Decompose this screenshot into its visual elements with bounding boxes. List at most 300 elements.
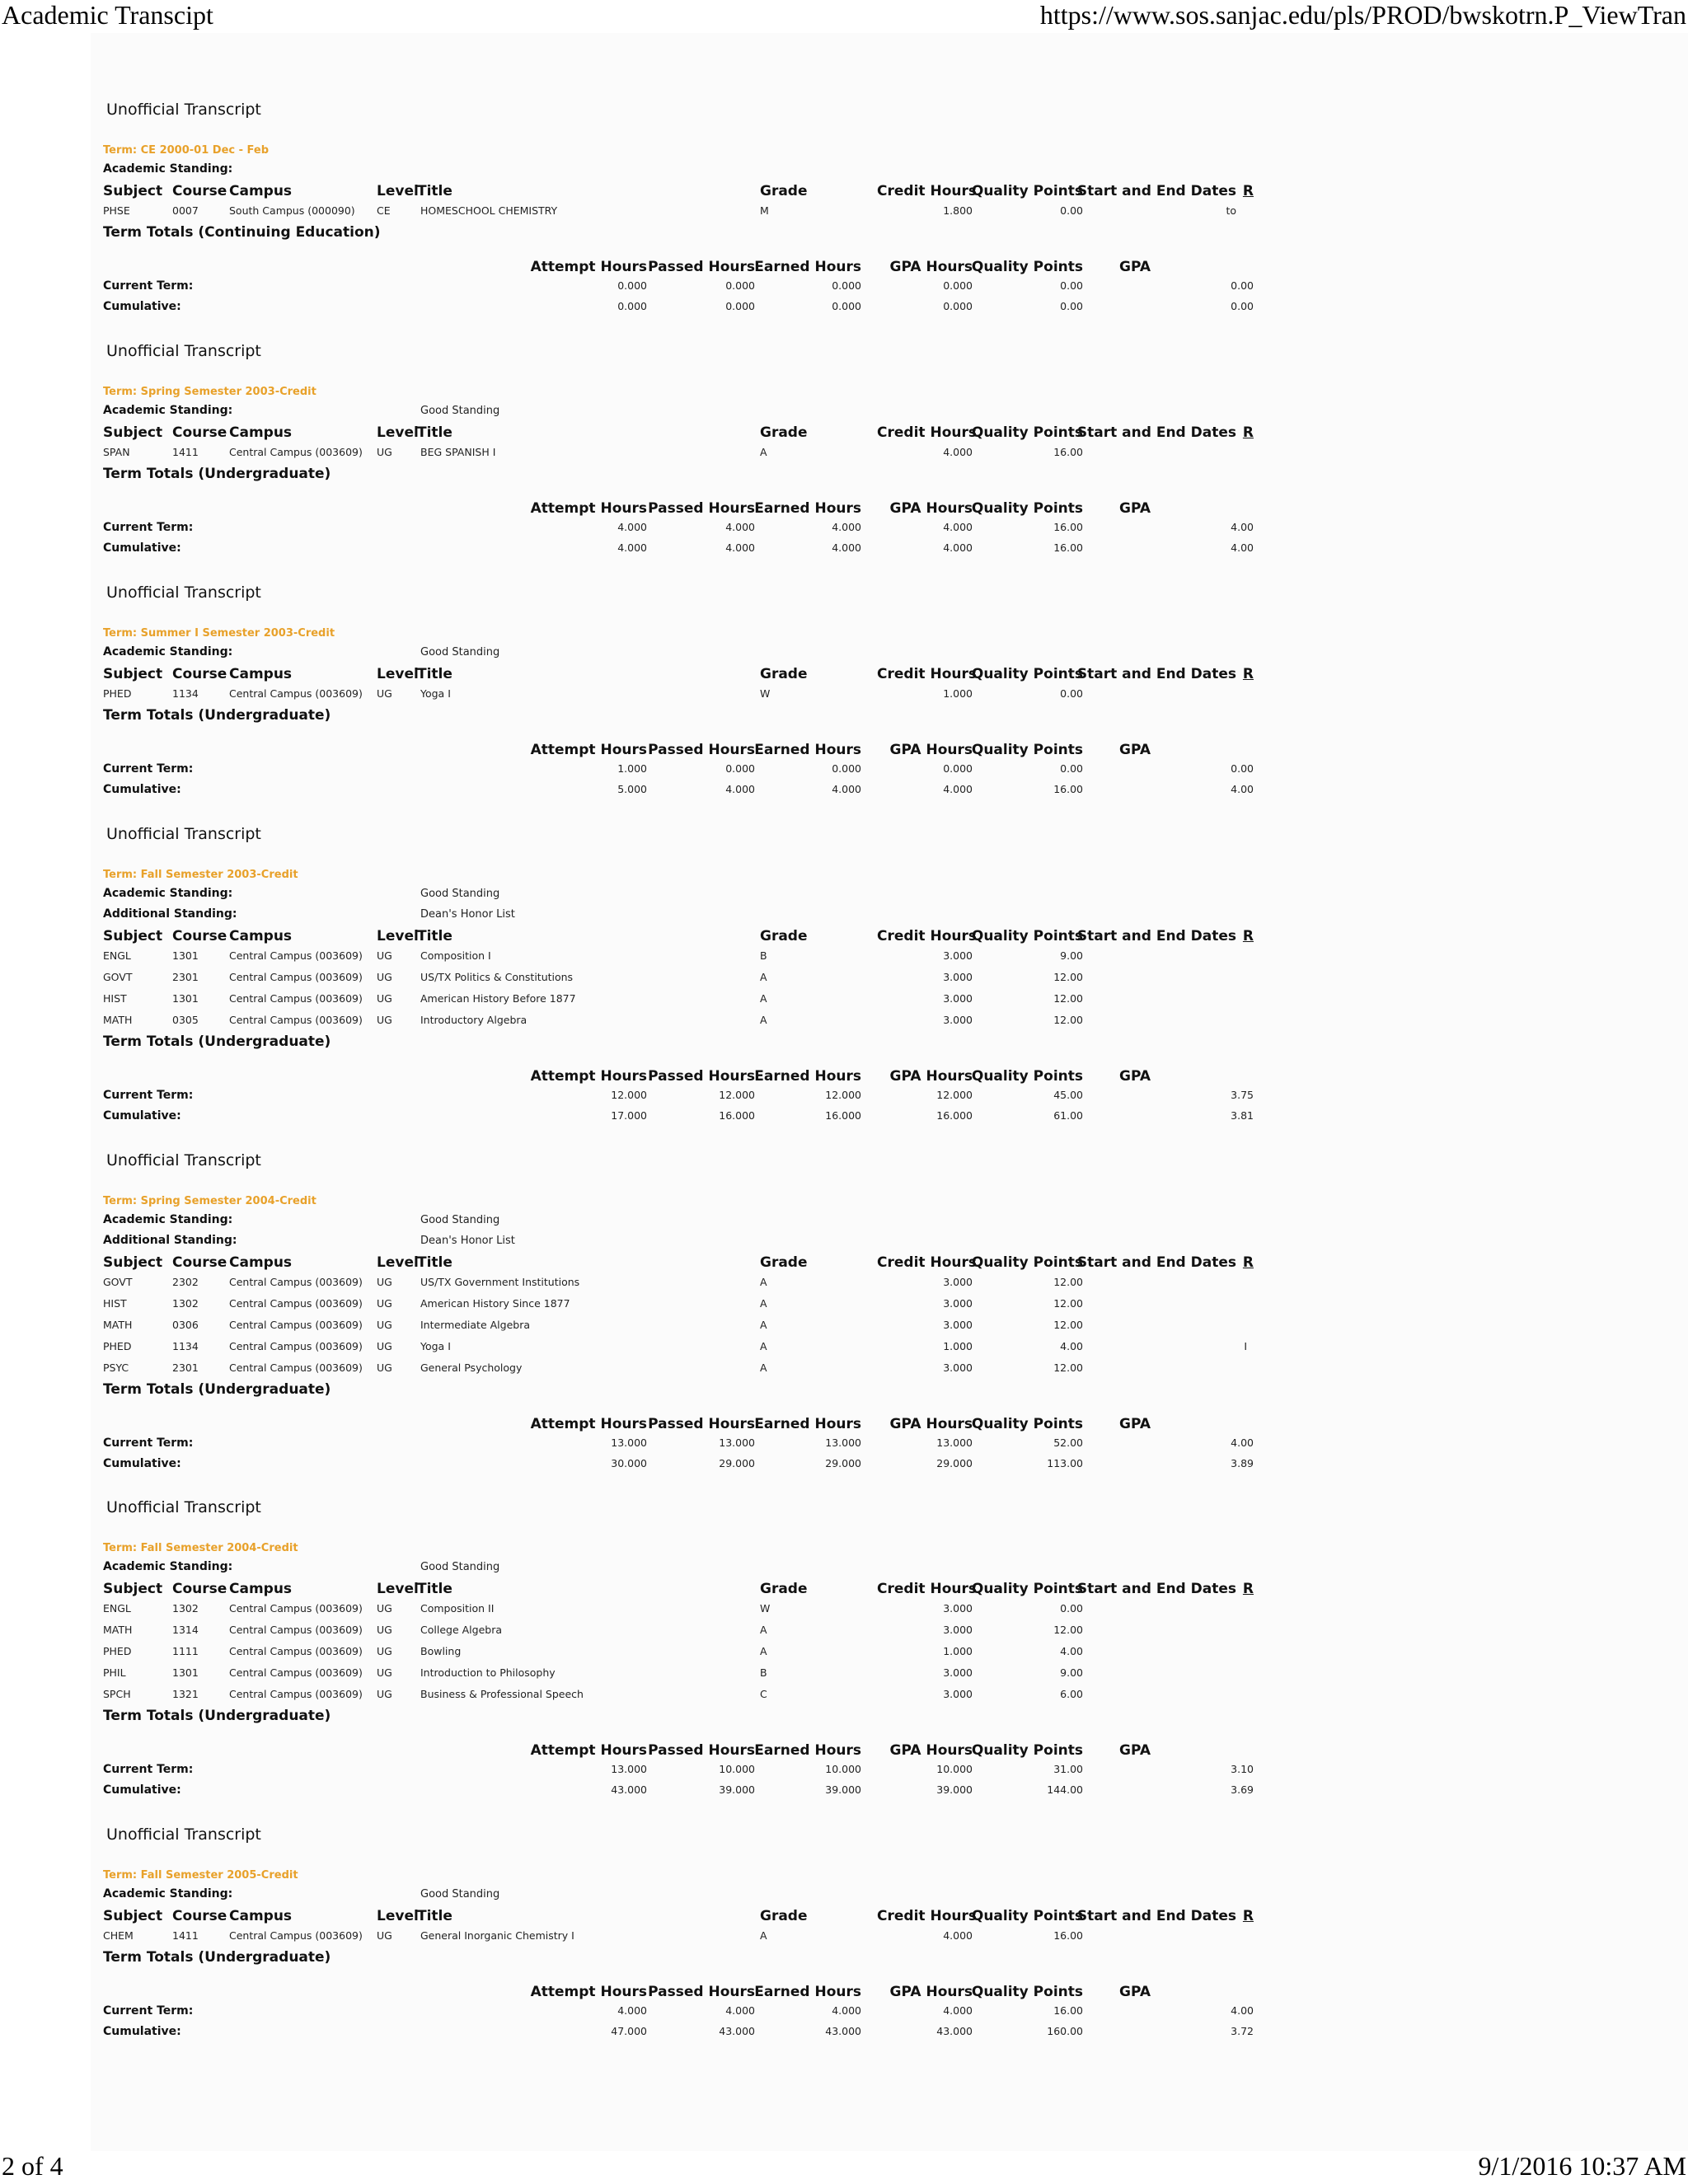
cumulative-label: Cumulative: — [103, 1109, 181, 1122]
totals-header-gpa: GPA — [1119, 1984, 1151, 2000]
course-quality-points: 12.00 — [1053, 1361, 1083, 1374]
col-header-course: Course — [172, 666, 227, 682]
course-level: UG — [377, 1361, 392, 1374]
totals-header-gpa: GPA — [1119, 1416, 1151, 1432]
cumulative-passed-hours: 4.000 — [725, 541, 755, 554]
course-title: Introduction to Philosophy — [420, 1666, 556, 1679]
cumulative-gpa: 3.89 — [1231, 1457, 1254, 1469]
current-term-attempt-hours: 0.000 — [617, 279, 647, 292]
totals-header-attempt: Attempt Hours — [530, 259, 647, 275]
current-term-label: Current Term: — [103, 279, 194, 293]
totals-header-passed: Passed Hours — [648, 742, 755, 758]
col-header-credit-hours: Credit Hours — [877, 666, 977, 682]
course-subject: SPAN — [103, 446, 130, 458]
course-quality-points: 12.00 — [1053, 1014, 1083, 1026]
term-title: Term: Summer I Semester 2003-Credit — [103, 627, 335, 640]
totals-header-earned: Earned Hours — [754, 500, 861, 517]
cumulative-passed-hours: 16.000 — [719, 1109, 755, 1122]
col-header-quality-points: Quality Points — [971, 928, 1083, 944]
totals-header-gpa-hours: GPA Hours — [889, 1742, 973, 1759]
current-term-gpa: 4.00 — [1231, 2004, 1254, 2017]
col-header-level: Level — [377, 1581, 419, 1597]
unofficial-transcript-heading: Unofficial Transcript — [106, 101, 261, 119]
course-subject: PSYC — [103, 1361, 129, 1374]
current-term-gpa: 3.75 — [1231, 1089, 1254, 1101]
course-campus: Central Campus (003609) — [229, 1361, 363, 1374]
course-title: Composition II — [420, 1602, 495, 1615]
course-campus: Central Campus (003609) — [229, 1276, 363, 1288]
course-grade: A — [760, 1276, 767, 1288]
current-term-attempt-hours: 4.000 — [617, 521, 647, 533]
current-term-earned-hours: 0.000 — [832, 279, 861, 292]
course-credit-hours: 3.000 — [943, 1297, 973, 1310]
current-term-gpa: 0.00 — [1231, 279, 1254, 292]
col-header-course: Course — [172, 928, 227, 944]
col-header-dates: Start and End Dates — [1076, 928, 1236, 944]
course-quality-points: 12.00 — [1053, 1276, 1083, 1288]
course-grade: C — [760, 1688, 767, 1700]
course-number: 2301 — [172, 971, 199, 983]
course-campus: Central Campus (003609) — [229, 1929, 363, 1942]
cumulative-attempt-hours: 47.000 — [611, 2025, 647, 2037]
col-header-grade: Grade — [760, 1254, 808, 1271]
page-number: 2 of 4 — [2, 2151, 63, 2181]
course-number: 2301 — [172, 1361, 199, 1374]
current-term-passed-hours: 12.000 — [719, 1089, 755, 1101]
cumulative-gpa-hours: 39.000 — [936, 1783, 973, 1796]
col-header-subject: Subject — [103, 1254, 163, 1271]
totals-header-gpa-hours: GPA Hours — [889, 742, 973, 758]
course-level: UG — [377, 1688, 392, 1700]
col-header-subject: Subject — [103, 1908, 163, 1924]
course-title: HOMESCHOOL CHEMISTRY — [420, 204, 558, 217]
col-header-credit-hours: Credit Hours — [877, 183, 977, 199]
course-title: BEG SPANISH I — [420, 446, 496, 458]
term-title: Term: Spring Semester 2004-Credit — [103, 1195, 316, 1207]
unofficial-transcript-heading: Unofficial Transcript — [106, 825, 261, 843]
col-header-level: Level — [377, 1908, 419, 1924]
course-subject: HIST — [103, 1297, 127, 1310]
unofficial-transcript-heading: Unofficial Transcript — [106, 1151, 261, 1169]
course-level: UG — [377, 1645, 392, 1657]
totals-header-attempt: Attempt Hours — [530, 1984, 647, 2000]
col-header-credit-hours: Credit Hours — [877, 1908, 977, 1924]
unofficial-transcript-heading: Unofficial Transcript — [106, 1498, 261, 1516]
print-timestamp: 9/1/2016 10:37 AM — [1478, 2151, 1686, 2181]
additional-standing-label: Additional Standing: — [103, 907, 237, 921]
cumulative-quality-points: 0.00 — [1060, 300, 1083, 312]
course-subject: ENGL — [103, 949, 131, 962]
course-grade: A — [760, 1340, 767, 1352]
course-title: US/TX Politics & Constitutions — [420, 971, 574, 983]
unofficial-transcript-heading: Unofficial Transcript — [106, 342, 261, 360]
course-title: Introductory Algebra — [420, 1014, 528, 1026]
current-term-quality-points: 0.00 — [1060, 762, 1083, 775]
cumulative-earned-hours: 43.000 — [825, 2025, 861, 2037]
course-campus: Central Campus (003609) — [229, 1645, 363, 1657]
cumulative-label: Cumulative: — [103, 541, 181, 555]
cumulative-gpa-hours: 43.000 — [936, 2025, 973, 2037]
col-header-dates: Start and End Dates — [1076, 1254, 1236, 1271]
course-credit-hours: 4.000 — [943, 1929, 973, 1942]
totals-header-passed: Passed Hours — [648, 1984, 755, 2000]
term-totals-heading: Term Totals (Continuing Education) — [103, 224, 381, 241]
totals-header-passed: Passed Hours — [648, 500, 755, 517]
cumulative-label: Cumulative: — [103, 1783, 181, 1797]
totals-header-earned: Earned Hours — [754, 1416, 861, 1432]
course-title: College Algebra — [420, 1624, 502, 1636]
totals-header-attempt: Attempt Hours — [530, 742, 647, 758]
cumulative-label: Cumulative: — [103, 1457, 181, 1470]
course-campus: Central Campus (003609) — [229, 949, 363, 962]
totals-header-gpa-hours: GPA Hours — [889, 1068, 973, 1085]
course-subject: PHIL — [103, 1666, 126, 1679]
col-header-title: Title — [417, 424, 452, 441]
course-number: 1111 — [172, 1645, 199, 1657]
course-number: 1302 — [172, 1297, 199, 1310]
col-header-course: Course — [172, 1581, 227, 1597]
term-totals-heading: Term Totals (Undergraduate) — [103, 1708, 331, 1724]
course-quality-points: 9.00 — [1060, 949, 1083, 962]
col-header-title: Title — [417, 666, 452, 682]
totals-header-gpa: GPA — [1119, 742, 1151, 758]
col-header-campus: Campus — [229, 424, 293, 441]
current-term-gpa-hours: 0.000 — [943, 762, 973, 775]
col-header-credit-hours: Credit Hours — [877, 928, 977, 944]
totals-header-gpa: GPA — [1119, 1068, 1151, 1085]
current-term-label: Current Term: — [103, 1436, 194, 1450]
academic-standing-value: Good Standing — [420, 1214, 500, 1226]
course-number: 1301 — [172, 949, 199, 962]
current-term-label: Current Term: — [103, 1089, 194, 1102]
course-campus: Central Campus (003609) — [229, 687, 363, 700]
col-header-level: Level — [377, 183, 419, 199]
course-number: 1301 — [172, 992, 199, 1005]
course-level: UG — [377, 1602, 392, 1615]
cumulative-passed-hours: 0.000 — [725, 300, 755, 312]
course-credit-hours: 3.000 — [943, 1602, 973, 1615]
academic-standing-label: Academic Standing: — [103, 1560, 233, 1573]
col-header-subject: Subject — [103, 928, 163, 944]
term-title: Term: Spring Semester 2003-Credit — [103, 386, 316, 398]
col-header-title: Title — [417, 928, 452, 944]
course-grade: B — [760, 949, 767, 962]
cumulative-quality-points: 144.00 — [1047, 1783, 1083, 1796]
totals-header-passed: Passed Hours — [648, 1742, 755, 1759]
col-header-level: Level — [377, 424, 419, 441]
course-title: General Inorganic Chemistry I — [420, 1929, 574, 1942]
cumulative-earned-hours: 16.000 — [825, 1109, 861, 1122]
course-campus: Central Campus (003609) — [229, 992, 363, 1005]
col-header-quality-points: Quality Points — [971, 1908, 1083, 1924]
term-totals-heading: Term Totals (Undergraduate) — [103, 1033, 331, 1050]
course-subject: MATH — [103, 1014, 133, 1026]
totals-header-quality-points: Quality Points — [971, 1068, 1083, 1085]
col-header-dates: Start and End Dates — [1076, 1581, 1236, 1597]
current-term-gpa-hours: 4.000 — [943, 521, 973, 533]
course-level: CE — [377, 204, 391, 217]
col-header-r: R — [1242, 1254, 1254, 1271]
col-header-title: Title — [417, 1908, 452, 1924]
current-term-attempt-hours: 13.000 — [611, 1436, 647, 1449]
course-subject: GOVT — [103, 971, 133, 983]
col-header-subject: Subject — [103, 183, 163, 199]
course-level: UG — [377, 971, 392, 983]
course-quality-points: 12.00 — [1053, 1624, 1083, 1636]
course-title: Yoga I — [420, 1340, 451, 1352]
col-header-subject: Subject — [103, 424, 163, 441]
cumulative-quality-points: 16.00 — [1053, 541, 1083, 554]
course-credit-hours: 3.000 — [943, 1624, 973, 1636]
cumulative-gpa: 4.00 — [1231, 783, 1254, 795]
course-number: 1411 — [172, 446, 199, 458]
col-header-level: Level — [377, 666, 419, 682]
cumulative-label: Cumulative: — [103, 783, 181, 796]
course-subject: HIST — [103, 992, 127, 1005]
totals-header-gpa: GPA — [1119, 259, 1151, 275]
col-header-level: Level — [377, 928, 419, 944]
additional-standing-value: Dean's Honor List — [420, 908, 515, 921]
course-number: 1301 — [172, 1666, 199, 1679]
col-header-campus: Campus — [229, 1908, 293, 1924]
current-term-gpa: 0.00 — [1231, 762, 1254, 775]
course-quality-points: 4.00 — [1060, 1340, 1083, 1352]
course-credit-hours: 3.000 — [943, 1688, 973, 1700]
course-credit-hours: 3.000 — [943, 1014, 973, 1026]
current-term-passed-hours: 4.000 — [725, 521, 755, 533]
course-title: Intermediate Algebra — [420, 1319, 531, 1331]
col-header-grade: Grade — [760, 183, 808, 199]
course-grade: A — [760, 1645, 767, 1657]
course-campus: Central Campus (003609) — [229, 446, 363, 458]
cumulative-attempt-hours: 17.000 — [611, 1109, 647, 1122]
cumulative-gpa-hours: 16.000 — [936, 1109, 973, 1122]
academic-standing-label: Academic Standing: — [103, 887, 233, 900]
course-quality-points: 12.00 — [1053, 971, 1083, 983]
course-grade: W — [760, 687, 771, 700]
course-number: 1321 — [172, 1688, 199, 1700]
col-header-quality-points: Quality Points — [971, 1254, 1083, 1271]
course-title: Yoga I — [420, 687, 451, 700]
col-header-r: R — [1242, 424, 1254, 441]
academic-standing-value: Good Standing — [420, 1561, 500, 1573]
cumulative-gpa: 3.81 — [1231, 1109, 1254, 1122]
col-header-course: Course — [172, 183, 227, 199]
current-term-quality-points: 0.00 — [1060, 279, 1083, 292]
cumulative-gpa-hours: 29.000 — [936, 1457, 973, 1469]
course-quality-points: 12.00 — [1053, 1297, 1083, 1310]
totals-header-quality-points: Quality Points — [971, 1742, 1083, 1759]
totals-header-earned: Earned Hours — [754, 1742, 861, 1759]
cumulative-gpa: 4.00 — [1231, 541, 1254, 554]
course-campus: Central Campus (003609) — [229, 1688, 363, 1700]
col-header-quality-points: Quality Points — [971, 183, 1083, 199]
course-subject: CHEM — [103, 1929, 134, 1942]
course-subject: PHED — [103, 687, 132, 700]
col-header-quality-points: Quality Points — [971, 666, 1083, 682]
course-title: Bowling — [420, 1645, 462, 1657]
additional-standing-value: Dean's Honor List — [420, 1235, 515, 1247]
course-subject: MATH — [103, 1624, 133, 1636]
col-header-subject: Subject — [103, 1581, 163, 1597]
course-quality-points: 16.00 — [1053, 446, 1083, 458]
col-header-credit-hours: Credit Hours — [877, 424, 977, 441]
course-credit-hours: 3.000 — [943, 1666, 973, 1679]
col-header-grade: Grade — [760, 424, 808, 441]
col-header-dates: Start and End Dates — [1076, 1908, 1236, 1924]
course-quality-points: 6.00 — [1060, 1688, 1083, 1700]
cumulative-attempt-hours: 0.000 — [617, 300, 647, 312]
course-number: 1314 — [172, 1624, 199, 1636]
totals-header-attempt: Attempt Hours — [530, 500, 647, 517]
current-term-passed-hours: 4.000 — [725, 2004, 755, 2017]
course-grade: A — [760, 1319, 767, 1331]
current-term-earned-hours: 0.000 — [832, 762, 861, 775]
cumulative-passed-hours: 29.000 — [719, 1457, 755, 1469]
totals-header-quality-points: Quality Points — [971, 742, 1083, 758]
col-header-r: R — [1242, 666, 1254, 682]
course-campus: Central Campus (003609) — [229, 1297, 363, 1310]
totals-header-quality-points: Quality Points — [971, 1984, 1083, 2000]
totals-header-attempt: Attempt Hours — [530, 1068, 647, 1085]
term-title: Term: Fall Semester 2005-Credit — [103, 1869, 298, 1882]
current-term-quality-points: 45.00 — [1053, 1089, 1083, 1101]
course-number: 1411 — [172, 1929, 199, 1942]
course-level: UG — [377, 687, 392, 700]
cumulative-label: Cumulative: — [103, 2025, 181, 2038]
course-level: UG — [377, 1297, 392, 1310]
current-term-label: Current Term: — [103, 1763, 194, 1776]
cumulative-label: Cumulative: — [103, 300, 181, 313]
course-quality-points: 12.00 — [1053, 992, 1083, 1005]
totals-header-earned: Earned Hours — [754, 1984, 861, 2000]
course-level: UG — [377, 1014, 392, 1026]
cumulative-gpa-hours: 0.000 — [943, 300, 973, 312]
current-term-attempt-hours: 4.000 — [617, 2004, 647, 2017]
current-term-gpa-hours: 10.000 — [936, 1763, 973, 1775]
cumulative-passed-hours: 43.000 — [719, 2025, 755, 2037]
current-term-earned-hours: 10.000 — [825, 1763, 861, 1775]
course-number: 1302 — [172, 1602, 199, 1615]
course-number: 0306 — [172, 1319, 199, 1331]
current-term-passed-hours: 10.000 — [719, 1763, 755, 1775]
course-credit-hours: 1.000 — [943, 1340, 973, 1352]
course-level: UG — [377, 1319, 392, 1331]
cumulative-earned-hours: 39.000 — [825, 1783, 861, 1796]
additional-standing-label: Additional Standing: — [103, 1234, 237, 1247]
cumulative-attempt-hours: 5.000 — [617, 783, 647, 795]
course-level: UG — [377, 949, 392, 962]
cumulative-quality-points: 61.00 — [1053, 1109, 1083, 1122]
current-term-earned-hours: 12.000 — [825, 1089, 861, 1101]
col-header-title: Title — [417, 1581, 452, 1597]
course-subject: GOVT — [103, 1276, 133, 1288]
col-header-level: Level — [377, 1254, 419, 1271]
course-campus: South Campus (000090) — [229, 204, 355, 217]
course-grade: A — [760, 1929, 767, 1942]
academic-standing-value: Good Standing — [420, 646, 500, 658]
course-level: UG — [377, 1929, 392, 1942]
totals-header-gpa-hours: GPA Hours — [889, 500, 973, 517]
cumulative-earned-hours: 0.000 — [832, 300, 861, 312]
term-totals-heading: Term Totals (Undergraduate) — [103, 1949, 331, 1966]
col-header-r: R — [1242, 1908, 1254, 1924]
cumulative-earned-hours: 4.000 — [832, 541, 861, 554]
col-header-r: R — [1242, 1581, 1254, 1597]
cumulative-passed-hours: 4.000 — [725, 783, 755, 795]
totals-header-gpa-hours: GPA Hours — [889, 1416, 973, 1432]
current-term-gpa: 3.10 — [1231, 1763, 1254, 1775]
cumulative-quality-points: 160.00 — [1047, 2025, 1083, 2037]
unofficial-transcript-heading: Unofficial Transcript — [106, 583, 261, 602]
cumulative-attempt-hours: 43.000 — [611, 1783, 647, 1796]
col-header-grade: Grade — [760, 928, 808, 944]
cumulative-attempt-hours: 4.000 — [617, 541, 647, 554]
course-level: UG — [377, 446, 392, 458]
current-term-label: Current Term: — [103, 521, 194, 534]
course-credit-hours: 1.000 — [943, 687, 973, 700]
course-r: I — [1244, 1340, 1247, 1352]
course-quality-points: 16.00 — [1053, 1929, 1083, 1942]
col-header-course: Course — [172, 1254, 227, 1271]
course-credit-hours: 1.800 — [943, 204, 973, 217]
totals-header-passed: Passed Hours — [648, 1416, 755, 1432]
course-credit-hours: 1.000 — [943, 1645, 973, 1657]
course-subject: PHED — [103, 1340, 132, 1352]
term-title: Term: Fall Semester 2003-Credit — [103, 869, 298, 881]
totals-header-gpa-hours: GPA Hours — [889, 259, 973, 275]
academic-standing-label: Academic Standing: — [103, 645, 233, 658]
col-header-r: R — [1242, 928, 1254, 944]
course-credit-hours: 4.000 — [943, 446, 973, 458]
course-subject: PHSE — [103, 204, 130, 217]
course-credit-hours: 3.000 — [943, 949, 973, 962]
current-term-quality-points: 31.00 — [1053, 1763, 1083, 1775]
academic-standing-value: Good Standing — [420, 1888, 500, 1900]
current-term-quality-points: 16.00 — [1053, 2004, 1083, 2017]
col-header-title: Title — [417, 183, 452, 199]
current-term-label: Current Term: — [103, 2004, 194, 2018]
course-grade: A — [760, 1297, 767, 1310]
term-totals-heading: Term Totals (Undergraduate) — [103, 466, 331, 482]
course-number: 1134 — [172, 687, 199, 700]
totals-header-attempt: Attempt Hours — [530, 1416, 647, 1432]
course-title: Business & Professional Speech — [420, 1688, 584, 1700]
current-term-quality-points: 16.00 — [1053, 521, 1083, 533]
course-level: UG — [377, 1624, 392, 1636]
col-header-title: Title — [417, 1254, 452, 1271]
cumulative-gpa: 3.72 — [1231, 2025, 1254, 2037]
col-header-credit-hours: Credit Hours — [877, 1254, 977, 1271]
col-header-grade: Grade — [760, 1908, 808, 1924]
academic-standing-value: Good Standing — [420, 888, 500, 900]
course-grade: A — [760, 1014, 767, 1026]
cumulative-gpa: 0.00 — [1231, 300, 1254, 312]
course-level: UG — [377, 1666, 392, 1679]
course-grade: B — [760, 1666, 767, 1679]
course-number: 2302 — [172, 1276, 199, 1288]
totals-header-gpa: GPA — [1119, 1742, 1151, 1759]
cumulative-gpa: 3.69 — [1231, 1783, 1254, 1796]
col-header-dates: Start and End Dates — [1076, 424, 1236, 441]
totals-header-quality-points: Quality Points — [971, 259, 1083, 275]
course-title: Composition I — [420, 949, 491, 962]
course-grade: A — [760, 992, 767, 1005]
current-term-gpa-hours: 0.000 — [943, 279, 973, 292]
current-term-attempt-hours: 13.000 — [611, 1763, 647, 1775]
course-campus: Central Campus (003609) — [229, 1602, 363, 1615]
totals-header-passed: Passed Hours — [648, 1068, 755, 1085]
